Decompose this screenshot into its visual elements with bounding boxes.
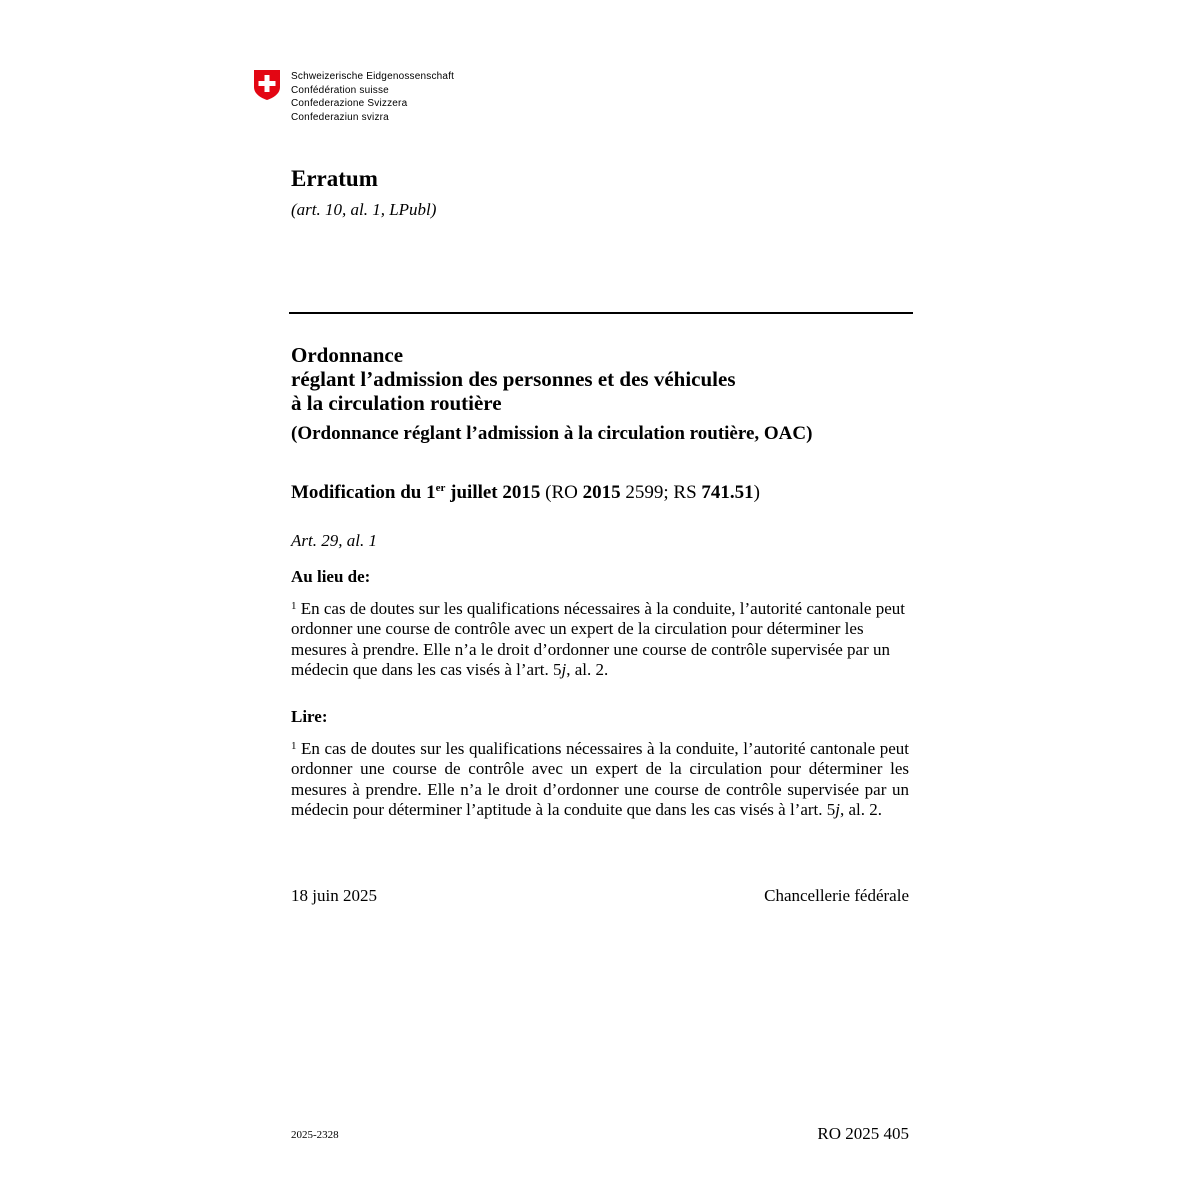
federal-names [291,70,454,124]
federal-name-rm: Confederaziun svizra [291,111,389,123]
ordinance-title-line: réglant l’admission des personnes et des véhicules [291,367,736,391]
modification-line [291,482,760,504]
article-reference: Art. 29, al. 1 [291,531,377,550]
modification-ro-year: 2015 [582,482,621,503]
swiss-cross-shield-icon [253,69,281,101]
read-label: Lire: [291,707,328,726]
modification-superscript: er [435,482,446,494]
ordinance-title [291,343,736,415]
paragraph-text-end: , al. 2. [840,800,883,820]
paragraph-number: 1 [291,740,297,752]
federal-name-it: Confederazione Svizzera [291,98,408,109]
publication-date: 18 juin 2025 [291,886,377,905]
paragraph-text: En cas de doutes sur les qualifications nécessaires à la conduite, l’autorité cantonale peut ordonner une course de contrôle avec un expert de la circulation pour déterminer les mesures à prendre. Elle n’a le droit d’ordonner une course de contrôle supervisée par un médecin que dans les cas visés à l’art. 5 [291,599,905,680]
read-paragraph [291,736,909,821]
document-number: 2025-2328 [291,1129,339,1141]
instead-label: Au lieu de: [291,567,371,586]
paragraph-text-end: , al. 2. [566,660,609,680]
ro-number: RO 2025 405 [817,1124,909,1143]
paragraph-italic: j [561,660,567,680]
paragraph-number: 1 [291,600,297,612]
modification-paren-close: ) [753,482,760,503]
ordinance-title-line: à la circulation routière [291,391,502,415]
erratum-reference: (art. 10, al. 1, LPubl) [291,200,437,219]
instead-paragraph [291,596,909,681]
ordinance-title-line: Ordonnance [291,343,404,367]
paragraph-text: En cas de doutes sur les qualifications nécessaires à la conduite, l’autorité cantonale peut ordonner une course de contrôle avec un expert de la circulation pour déterminer les mesures à prendre. Elle n’a le droit d’ordonner une course de contrôle supervisée par un médecin pour déterminer l’aptitude à la conduite que dans les cas visés à l’art. 5 [291,739,909,820]
modification-date: juillet 2015 [445,482,541,503]
ordinance-short-title: (Ordonnance réglant l’admission à la circulation routière, OAC) [291,423,813,444]
modification-rs-number: 741.51 [701,482,754,503]
paragraph-italic: j [835,800,841,820]
issuer: Chancellerie fédérale [764,886,909,905]
divider [289,312,913,314]
federal-name-de: Schweizerische Eidgenossenschaft [291,71,455,82]
erratum-title: Erratum [291,166,378,191]
modification-ro-page: 2599; RS [620,482,702,503]
federal-name-fr: Confédération suisse [291,84,389,96]
modification-prefix: Modification du 1 [291,482,436,503]
modification-paren-open: (RO [540,482,583,503]
